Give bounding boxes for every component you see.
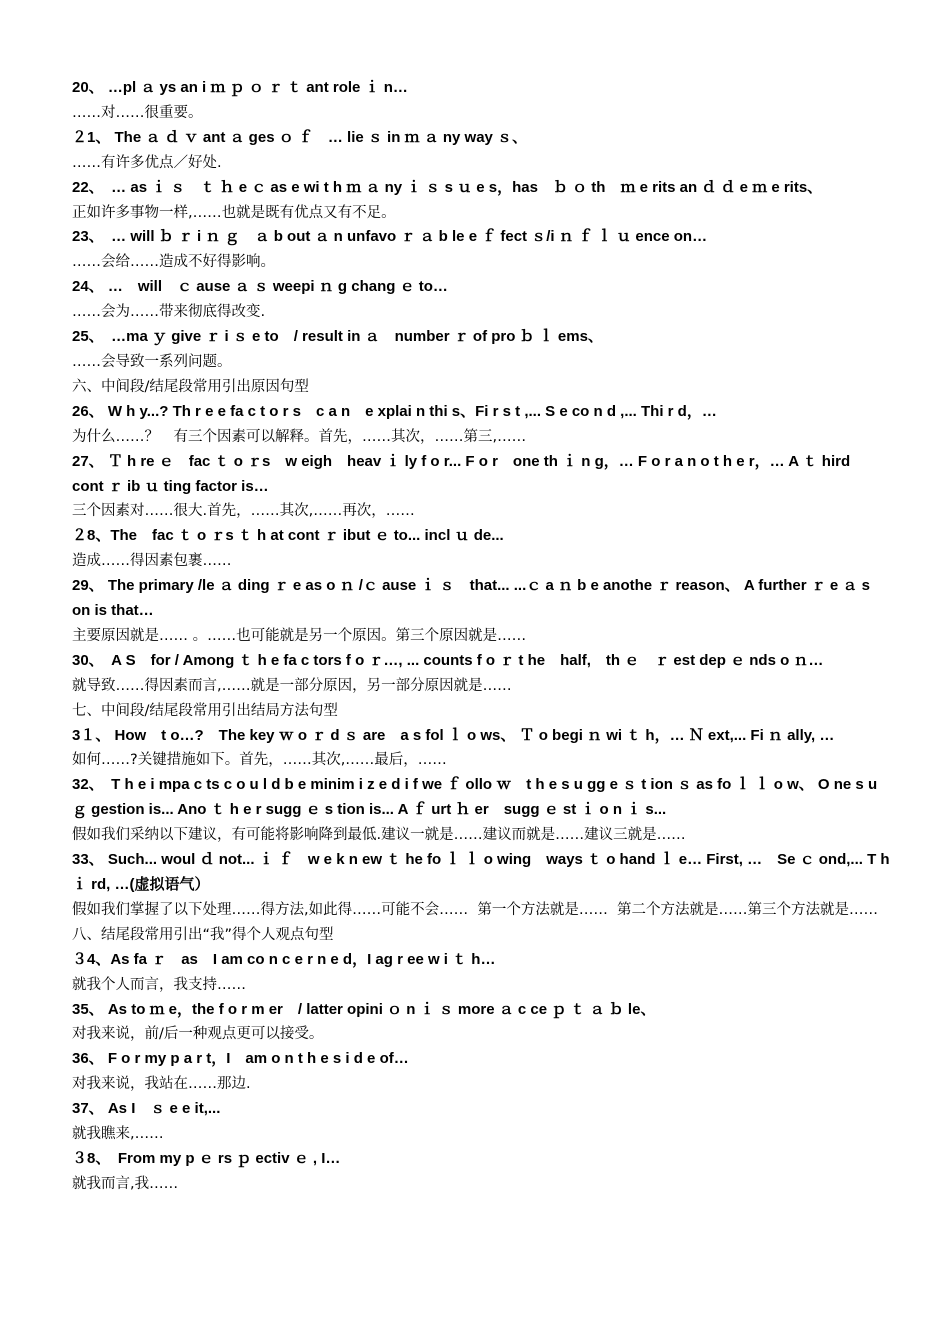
english-phrase-line: 35、 As to ｍ e，the f o r m er / latter opini ｏ n ｉ ｓ more ａ c ce ｐ ｔ ａ ｂ le、 [72,1000,656,1018]
chinese-translation-line: 对我来说，我站在……那边. [72,1076,251,1093]
chinese-translation-line: 假如我们掌握了以下处理……得方法,如此得……可能不会…… 第一个方法就是…… 第二个方法就是……第三个方法就是…… [72,901,879,918]
english-phrase-line: ３8、 From my p ｅ rs ｐ ectiv ｅ , I… [72,1149,341,1167]
chinese-translation-line: 主要原因就是…… 。……也可能就是另一个原因。第三个原因就是…… [72,627,527,644]
chinese-translation-line: 八、结尾段常用引出“我”得个人观点句型 [72,926,334,943]
chinese-translation-line: ……会导致一系列问题。 [72,353,232,370]
chinese-translation-line: 为什么……？ 有三个因素可以解释。首先，……其次，……第三,…… [72,428,527,445]
english-phrase-line: 22、 … as ｉ ｓ ｔ ｈ e ｃ as e wi t h ｍ ａ ny ｉ ｓ s ｕ e s，has ｂ ｏ th ｍ e rits an ｄ ｄ e ｍ e rits、 [72,178,823,196]
english-phrase-line: 32、 T h e i mpa c ts c o u l d b e minim i z e d i f we ｆ ollo ｗ t h e s u gg e ｓ t ion ｓ as fo ｌ ｌ o w、 O ne s u ｇ gestion is... Ano ｔ h e r sugg ｅ s tion is... A ｆ urt ｈ er sugg ｅ st ｉ o n ｉ s... [72,776,882,819]
english-phrase-line: 29、 The primary /le ａ ding ｒ e as o ｎ /ｃ ause ｉ ｓ that... ...ｃ a ｎ b e anothe ｒ reason、 A further ｒ e ａ s on is that… [72,577,875,620]
chinese-translation-line: ……会给……造成不好得影响。 [72,254,275,271]
english-phrase-line: ３4、As fa ｒ as I am co n c e r n e d，I ag r ee w i ｔ h… [72,950,496,968]
english-phrase-line: 23、 … will ｂ ｒ i ｎ ｇ ａ b out ａ n unfavo ｒ ａ b le e ｆ fect ｓ/i ｎ ｆ ｌ ｕ ence on… [72,228,708,246]
chinese-translation-line: ……会为……带来彻底得改变. [72,304,266,321]
english-phrase-line: 36、 F o r my p a r t，I am o n t h e s i d e of… [72,1050,409,1068]
chinese-translation-line: ……有许多优点／好处. [72,154,222,171]
chinese-translation-line: 造成……得因素包裹…… [72,553,232,570]
chinese-translation-line: 就我瞧来,…… [72,1126,164,1143]
english-phrase-line: 25、 …ma ｙ give ｒ i ｓ e to / result in ａ number ｒ of pro ｂ ｌ ems、 [72,328,603,346]
english-phrase-line: 26、 W h y...? Th r e e fa c t o r s c a n e xplai n thi s、Fi r s t ,... S e co n d ,... Thi r d，… [72,402,717,420]
chinese-translation-line: 六、中间段/结尾段常用引出原因句型 [72,378,309,395]
english-phrase-line: ２8、The fac ｔ o ｒs ｔ h at cont ｒ ibut ｅ to... incl ｕ de... [72,527,504,545]
chinese-translation-line: 如何……?关键措施如下。首先，……其次,……最后，…… [72,752,447,769]
english-phrase-line: 30、 A S for / Among ｔ h e fa c tors f o ｒ…, ... counts f o ｒ t he half, th ｅ ｒ est dep ｅ nds o ｎ… [72,651,824,669]
chinese-translation-line: 七、中间段/结尾段常用引出结局方法句型 [72,702,338,719]
chinese-translation-line: 就我个人而言，我支持…… [72,976,246,993]
chinese-translation-line: 正如许多事物一样,……也就是既有优点又有不足。 [72,204,396,221]
english-phrase-line: 37、 As I ｓ e e it,... [72,1100,221,1118]
english-phrase-line: ２1、 The ａ ｄ ｖ ant ａ ges ｏ ｆ … lie ｓ in ｍ ａ ny way ｓ、 [72,128,528,146]
english-phrase-line: 3１、 How t o…? The key ｗ o ｒ d ｓ are a s fol ｌ o ws、 Ｔ o begi ｎ wi ｔ h，… Ｎ ext,... Fi ｎ ally, … [72,726,835,744]
english-phrase-line: 27、 Ｔ h re ｅ fac ｔ o ｒs w eigh heav ｉ ly f o r... F o r one th ｉ n g，… F o r a n o t h e r，… A ｔ hird cont ｒ ib ｕ ting factor is… [72,452,866,495]
chinese-translation-line: ……对……很重要。 [72,104,203,121]
chinese-translation-line: 三个因素对……很大.首先，……其次,……再次，…… [72,503,415,520]
chinese-translation-line: 对我来说，前/后一种观点更可以接受。 [72,1026,324,1043]
chinese-translation-line: 就导致……得因素而言,……就是一部分原因，另一部分原因就是…… [72,677,512,694]
english-phrase-line: 24、 … will ｃ ause ａ ｓ weepi ｎ g chang ｅ to… [72,278,448,296]
chinese-translation-line: 就我而言,我…… [72,1175,179,1192]
english-phrase-line: 33、 Such... woul ｄ not... ｉ ｆ w e k n ew ｔ he fo ｌ ｌ o wing ways ｔ o hand ｌ e… First, … Se ｃ ond,... T h ｉ rd, …(虚拟语气） [72,851,894,893]
chinese-translation-line: 假如我们采纳以下建议，有可能将影响降到最低.建议一就是……建议而就是……建议三就是…… [72,827,686,844]
english-phrase-line: 20、 …pl ａ ys an i ｍ ｐ ｏ ｒ ｔ ant role ｉ n… [72,79,408,96]
